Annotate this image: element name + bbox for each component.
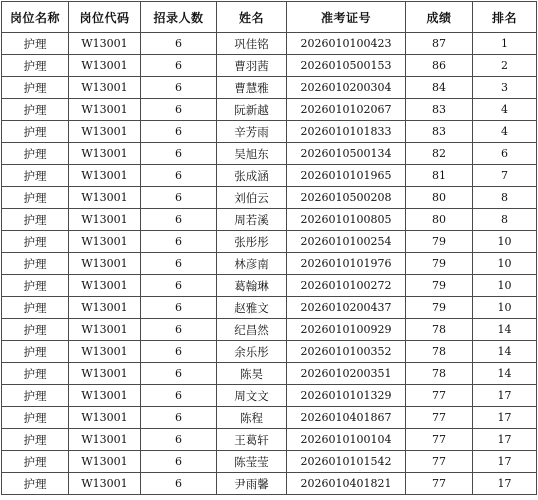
cell-position-name: 护理	[2, 385, 69, 407]
cell-score: 80	[406, 209, 473, 231]
table-row	[2, 297, 537, 319]
cell-score: 79	[406, 253, 473, 275]
table-header	[2, 2, 537, 33]
table-row	[2, 143, 537, 165]
cell-rank: 10	[473, 275, 537, 297]
cell-position-code: W13001	[69, 33, 141, 55]
cell-admission-ticket: 2026010101965	[287, 165, 406, 187]
cell-position-name: 护理	[2, 55, 69, 77]
cell-rank: 17	[473, 451, 537, 473]
cell-candidate-name: 周文文	[217, 385, 287, 407]
table-row	[2, 385, 537, 407]
cell-hiring-quota: 6	[141, 473, 217, 495]
cell-score: 87	[406, 33, 473, 55]
cell-rank: 3	[473, 77, 537, 99]
cell-hiring-quota: 6	[141, 385, 217, 407]
cell-admission-ticket: 2026010200437	[287, 297, 406, 319]
cell-score: 79	[406, 297, 473, 319]
cell-candidate-name: 巩佳铭	[217, 33, 287, 55]
cell-position-name: 护理	[2, 407, 69, 429]
cell-hiring-quota: 6	[141, 143, 217, 165]
cell-score: 79	[406, 231, 473, 253]
cell-admission-ticket: 2026010500208	[287, 187, 406, 209]
cell-position-code: W13001	[69, 341, 141, 363]
exam-results-sheet	[1, 1, 536, 498]
column-header-admission-ticket: 准考证号	[287, 2, 406, 33]
table-row	[2, 165, 537, 187]
cell-position-code: W13001	[69, 187, 141, 209]
cell-candidate-name: 纪昌然	[217, 319, 287, 341]
cell-rank: 10	[473, 297, 537, 319]
cell-hiring-quota: 6	[141, 451, 217, 473]
cell-candidate-name: 刘伯云	[217, 187, 287, 209]
cell-hiring-quota: 6	[141, 275, 217, 297]
cell-admission-ticket: 2026010500153	[287, 55, 406, 77]
cell-candidate-name: 王葛轩	[217, 429, 287, 451]
cell-score: 77	[406, 451, 473, 473]
cell-candidate-name: 赵雅文	[217, 297, 287, 319]
cell-rank: 14	[473, 363, 537, 385]
column-header-position-name: 岗位名称	[2, 2, 69, 33]
cell-hiring-quota: 6	[141, 187, 217, 209]
cell-candidate-name: 张成涵	[217, 165, 287, 187]
cell-candidate-name: 陈昊	[217, 363, 287, 385]
cell-position-code: W13001	[69, 473, 141, 495]
cell-hiring-quota: 6	[141, 341, 217, 363]
cell-candidate-name: 张彤彤	[217, 231, 287, 253]
cell-score: 83	[406, 121, 473, 143]
cell-position-code: W13001	[69, 429, 141, 451]
cell-score: 86	[406, 55, 473, 77]
cell-rank: 17	[473, 429, 537, 451]
cell-rank: 6	[473, 143, 537, 165]
cell-rank: 1	[473, 33, 537, 55]
cell-position-name: 护理	[2, 165, 69, 187]
cell-position-code: W13001	[69, 451, 141, 473]
cell-position-code: W13001	[69, 407, 141, 429]
cell-position-name: 护理	[2, 253, 69, 275]
cell-hiring-quota: 6	[141, 33, 217, 55]
cell-position-name: 护理	[2, 275, 69, 297]
cell-score: 78	[406, 341, 473, 363]
table-row	[2, 341, 537, 363]
table-row	[2, 451, 537, 473]
cell-position-name: 护理	[2, 77, 69, 99]
cell-candidate-name: 陈程	[217, 407, 287, 429]
cell-position-code: W13001	[69, 55, 141, 77]
cell-position-code: W13001	[69, 143, 141, 165]
table-row	[2, 77, 537, 99]
cell-hiring-quota: 6	[141, 209, 217, 231]
cell-admission-ticket: 2026010100352	[287, 341, 406, 363]
cell-candidate-name: 阮新越	[217, 99, 287, 121]
cell-position-code: W13001	[69, 385, 141, 407]
cell-candidate-name: 吴旭东	[217, 143, 287, 165]
cell-position-code: W13001	[69, 319, 141, 341]
cell-hiring-quota: 6	[141, 319, 217, 341]
table-row	[2, 275, 537, 297]
cell-hiring-quota: 6	[141, 429, 217, 451]
cell-position-code: W13001	[69, 99, 141, 121]
cell-hiring-quota: 6	[141, 253, 217, 275]
cell-rank: 8	[473, 187, 537, 209]
cell-score: 83	[406, 99, 473, 121]
cell-rank: 2	[473, 55, 537, 77]
cell-hiring-quota: 6	[141, 55, 217, 77]
cell-rank: 17	[473, 473, 537, 495]
table-row	[2, 473, 537, 495]
cell-rank: 10	[473, 253, 537, 275]
header-row	[2, 2, 537, 33]
cell-admission-ticket: 2026010102067	[287, 99, 406, 121]
cell-admission-ticket: 2026010100272	[287, 275, 406, 297]
cell-position-code: W13001	[69, 121, 141, 143]
table-body	[2, 33, 537, 495]
table-row	[2, 363, 537, 385]
cell-position-name: 护理	[2, 363, 69, 385]
cell-position-name: 护理	[2, 99, 69, 121]
cell-admission-ticket: 2026010100929	[287, 319, 406, 341]
cell-admission-ticket: 2026010500134	[287, 143, 406, 165]
table-row	[2, 209, 537, 231]
cell-candidate-name: 尹雨馨	[217, 473, 287, 495]
exam-results-table	[1, 1, 537, 495]
column-header-hiring-quota: 招录人数	[141, 2, 217, 33]
cell-score: 77	[406, 385, 473, 407]
cell-score: 81	[406, 165, 473, 187]
cell-position-code: W13001	[69, 165, 141, 187]
cell-rank: 4	[473, 121, 537, 143]
cell-hiring-quota: 6	[141, 77, 217, 99]
cell-position-name: 护理	[2, 297, 69, 319]
cell-hiring-quota: 6	[141, 121, 217, 143]
cell-hiring-quota: 6	[141, 363, 217, 385]
cell-hiring-quota: 6	[141, 231, 217, 253]
cell-position-name: 护理	[2, 231, 69, 253]
cell-position-name: 护理	[2, 187, 69, 209]
cell-candidate-name: 葛翰琳	[217, 275, 287, 297]
cell-score: 78	[406, 363, 473, 385]
cell-position-code: W13001	[69, 77, 141, 99]
cell-score: 77	[406, 473, 473, 495]
cell-admission-ticket: 2026010100254	[287, 231, 406, 253]
table-row	[2, 429, 537, 451]
cell-rank: 17	[473, 407, 537, 429]
column-header-position-code: 岗位代码	[69, 2, 141, 33]
cell-position-name: 护理	[2, 121, 69, 143]
cell-candidate-name: 曹羽茜	[217, 55, 287, 77]
table-row	[2, 33, 537, 55]
cell-position-name: 护理	[2, 319, 69, 341]
cell-position-name: 护理	[2, 341, 69, 363]
table-row	[2, 231, 537, 253]
column-header-name: 姓名	[217, 2, 287, 33]
cell-admission-ticket: 2026010200304	[287, 77, 406, 99]
cell-admission-ticket: 2026010101542	[287, 451, 406, 473]
cell-candidate-name: 辛芳雨	[217, 121, 287, 143]
cell-candidate-name: 余乐彤	[217, 341, 287, 363]
cell-position-name: 护理	[2, 473, 69, 495]
cell-position-code: W13001	[69, 253, 141, 275]
cell-candidate-name: 陈莹莹	[217, 451, 287, 473]
cell-hiring-quota: 6	[141, 165, 217, 187]
cell-rank: 7	[473, 165, 537, 187]
cell-rank: 14	[473, 341, 537, 363]
cell-hiring-quota: 6	[141, 297, 217, 319]
cell-candidate-name: 曹慧雅	[217, 77, 287, 99]
cell-admission-ticket: 2026010401821	[287, 473, 406, 495]
cell-candidate-name: 林彦南	[217, 253, 287, 275]
cell-position-code: W13001	[69, 231, 141, 253]
cell-rank: 4	[473, 99, 537, 121]
cell-position-code: W13001	[69, 363, 141, 385]
cell-hiring-quota: 6	[141, 407, 217, 429]
cell-admission-ticket: 2026010100104	[287, 429, 406, 451]
column-header-rank: 排名	[473, 2, 537, 33]
cell-position-code: W13001	[69, 275, 141, 297]
cell-position-code: W13001	[69, 297, 141, 319]
cell-rank: 10	[473, 231, 537, 253]
cell-rank: 8	[473, 209, 537, 231]
cell-position-name: 护理	[2, 143, 69, 165]
cell-position-name: 护理	[2, 429, 69, 451]
cell-rank: 17	[473, 385, 537, 407]
cell-position-name: 护理	[2, 451, 69, 473]
table-row	[2, 187, 537, 209]
cell-score: 79	[406, 275, 473, 297]
cell-rank: 14	[473, 319, 537, 341]
table-row	[2, 319, 537, 341]
cell-score: 84	[406, 77, 473, 99]
cell-score: 77	[406, 407, 473, 429]
cell-admission-ticket: 2026010101329	[287, 385, 406, 407]
cell-position-name: 护理	[2, 33, 69, 55]
table-row	[2, 121, 537, 143]
column-header-score: 成绩	[406, 2, 473, 33]
cell-position-name: 护理	[2, 209, 69, 231]
cell-hiring-quota: 6	[141, 99, 217, 121]
table-row	[2, 55, 537, 77]
cell-admission-ticket: 2026010100805	[287, 209, 406, 231]
cell-position-code: W13001	[69, 209, 141, 231]
cell-candidate-name: 周若溪	[217, 209, 287, 231]
cell-admission-ticket: 2026010401867	[287, 407, 406, 429]
cell-score: 82	[406, 143, 473, 165]
cell-score: 77	[406, 429, 473, 451]
table-row	[2, 99, 537, 121]
cell-score: 80	[406, 187, 473, 209]
cell-admission-ticket: 2026010101833	[287, 121, 406, 143]
cell-admission-ticket: 2026010200351	[287, 363, 406, 385]
table-row	[2, 407, 537, 429]
cell-admission-ticket: 2026010101976	[287, 253, 406, 275]
cell-admission-ticket: 2026010100423	[287, 33, 406, 55]
table-row	[2, 253, 537, 275]
cell-score: 78	[406, 319, 473, 341]
